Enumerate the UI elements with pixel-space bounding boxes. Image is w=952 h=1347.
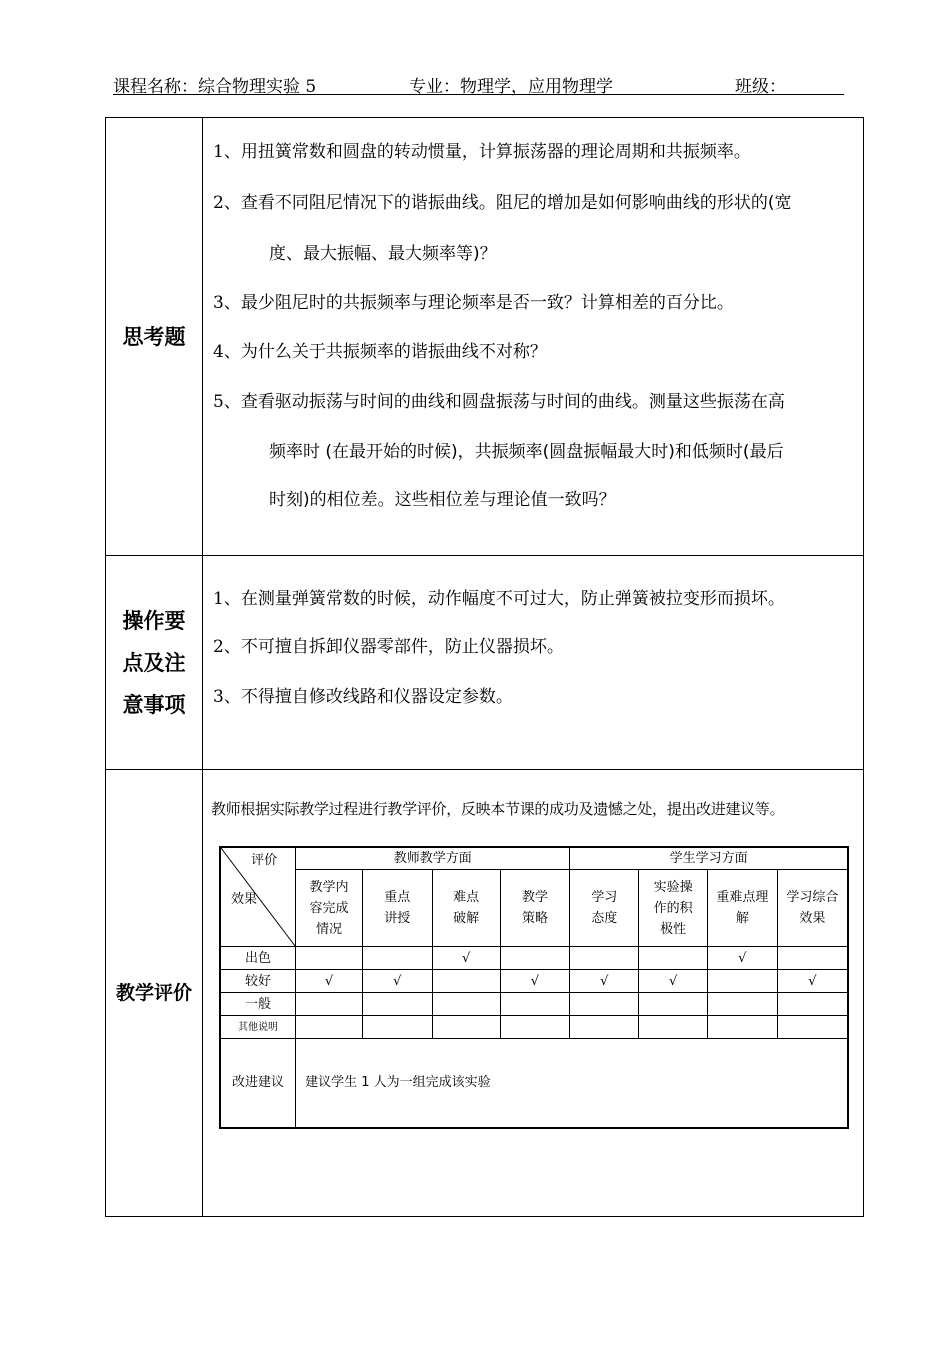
evaluation-content bbox=[203, 770, 863, 1216]
mark-cell bbox=[432, 1016, 500, 1039]
col-header: 教学内容完成情况 bbox=[296, 870, 363, 947]
class-label: 班级： bbox=[735, 77, 786, 97]
col-header: 重点讲授 bbox=[362, 870, 432, 947]
col-header: 实验操作的积极性 bbox=[639, 870, 708, 947]
mark-cell: √ bbox=[296, 970, 363, 993]
mark-cell bbox=[296, 1016, 363, 1039]
question-3: 3、最少阻尼时的共振频率与理论频率是否一致？计算相差的百分比。 bbox=[213, 293, 734, 313]
mark-cell bbox=[777, 947, 848, 970]
corner-bottom-label: 效果 bbox=[231, 892, 258, 907]
column-header-row bbox=[220, 870, 848, 947]
page-header bbox=[113, 68, 844, 95]
evaluation-table bbox=[219, 846, 849, 1129]
improve-row bbox=[220, 1039, 848, 1128]
question-4: 4、为什么关于共振频率的谐振曲线不对称？ bbox=[213, 342, 547, 362]
table-row bbox=[220, 970, 848, 993]
table-row bbox=[220, 993, 848, 1016]
mark-cell bbox=[570, 947, 639, 970]
evaluation-label-cell bbox=[106, 770, 203, 1216]
question-5-cont-1: 频率时 (在最开始的时候)，共振频率(圆盘振幅最大时)和低频时(最后 bbox=[269, 442, 784, 462]
question-1: 1、用扭簧常数和圆盘的转动惯量，计算振荡器的理论周期和共振频率。 bbox=[213, 142, 751, 162]
note-2: 2、不可擅自拆卸仪器零部件，防止仪器损坏。 bbox=[213, 637, 564, 657]
mark-cell bbox=[500, 947, 570, 970]
note-3: 3、不得擅自修改线路和仪器设定参数。 bbox=[213, 687, 513, 707]
mark-cell bbox=[362, 947, 432, 970]
mark-cell bbox=[639, 947, 708, 970]
mark-cell: √ bbox=[432, 947, 500, 970]
mark-cell bbox=[707, 993, 777, 1016]
mark-cell bbox=[777, 1016, 848, 1039]
mark-cell bbox=[707, 1016, 777, 1039]
mark-cell: √ bbox=[570, 970, 639, 993]
mark-cell bbox=[777, 993, 848, 1016]
mark-cell bbox=[296, 993, 363, 1016]
mark-cell bbox=[500, 1016, 570, 1039]
mark-cell bbox=[639, 993, 708, 1016]
mark-cell: √ bbox=[639, 970, 708, 993]
question-5: 5、查看驱动振荡与时间的曲线和圆盘振荡与时间的曲线。测量这些振荡在高 bbox=[213, 392, 785, 412]
row-label: 出色 bbox=[220, 947, 296, 970]
table-row bbox=[220, 947, 848, 970]
mark-cell bbox=[639, 1016, 708, 1039]
notes-label: 操作要点及注意事项 bbox=[122, 608, 186, 717]
question-5-cont-2: 时刻)的相位差。这些相位差与理论值一致吗？ bbox=[269, 490, 616, 510]
course-name: 课程名称：综合物理实验 5 bbox=[113, 77, 317, 97]
lesson-table bbox=[105, 117, 864, 1217]
mark-cell bbox=[362, 1016, 432, 1039]
mark-cell: √ bbox=[500, 970, 570, 993]
corner-top-label: 评价 bbox=[251, 853, 278, 868]
questions-label-cell bbox=[106, 118, 203, 555]
questions-content bbox=[203, 118, 863, 555]
question-2: 2、查看不同阻尼情况下的谐振曲线。阻尼的增加是如何影响曲线的形状的(宽 bbox=[213, 193, 792, 213]
mark-cell: √ bbox=[707, 947, 777, 970]
mark-cell: √ bbox=[362, 970, 432, 993]
improve-text: 建议学生 1 人为一组完成该实验 bbox=[296, 1039, 848, 1128]
note-1: 1、在测量弹簧常数的时候，动作幅度不可过大，防止弹簧被拉变形而损坏。 bbox=[213, 589, 785, 609]
row-label: 较好 bbox=[220, 970, 296, 993]
notes-content bbox=[203, 556, 863, 769]
col-header: 教学策略 bbox=[500, 870, 570, 947]
mark-cell bbox=[707, 970, 777, 993]
mark-cell bbox=[362, 993, 432, 1016]
mark-cell bbox=[432, 970, 500, 993]
mark-cell bbox=[296, 947, 363, 970]
row-label: 其他说明 bbox=[220, 1016, 296, 1039]
row-label: 一般 bbox=[220, 993, 296, 1016]
mark-cell: √ bbox=[777, 970, 848, 993]
questions-row bbox=[106, 118, 863, 556]
evaluation-row bbox=[106, 770, 863, 1216]
mark-cell bbox=[500, 993, 570, 1016]
table-row bbox=[220, 1016, 848, 1039]
col-header: 学习综合效果 bbox=[777, 870, 848, 947]
evaluation-label: 教学评价 bbox=[115, 982, 192, 1004]
evaluation-intro: 教师根据实际教学过程进行教学评价，反映本节课的成功及遗憾之处，提出改进建议等。 bbox=[211, 800, 785, 818]
notes-row bbox=[106, 556, 863, 770]
group-header-teacher: 教师教学方面 bbox=[296, 847, 570, 870]
notes-label-cell bbox=[106, 556, 203, 769]
group-header-student: 学生学习方面 bbox=[570, 847, 848, 870]
col-header: 学习态度 bbox=[570, 870, 639, 947]
col-header: 重难点理解 bbox=[707, 870, 777, 947]
mark-cell bbox=[432, 993, 500, 1016]
question-2-cont: 度、最大振幅、最大频率等)？ bbox=[269, 244, 497, 264]
corner-cell bbox=[220, 847, 296, 947]
major: 专业：物理学，应用物理学 bbox=[409, 77, 613, 97]
improve-label: 改进建议 bbox=[220, 1039, 296, 1128]
mark-cell bbox=[570, 1016, 639, 1039]
col-header: 难点破解 bbox=[432, 870, 500, 947]
questions-label: 思考题 bbox=[122, 324, 186, 349]
mark-cell bbox=[570, 993, 639, 1016]
